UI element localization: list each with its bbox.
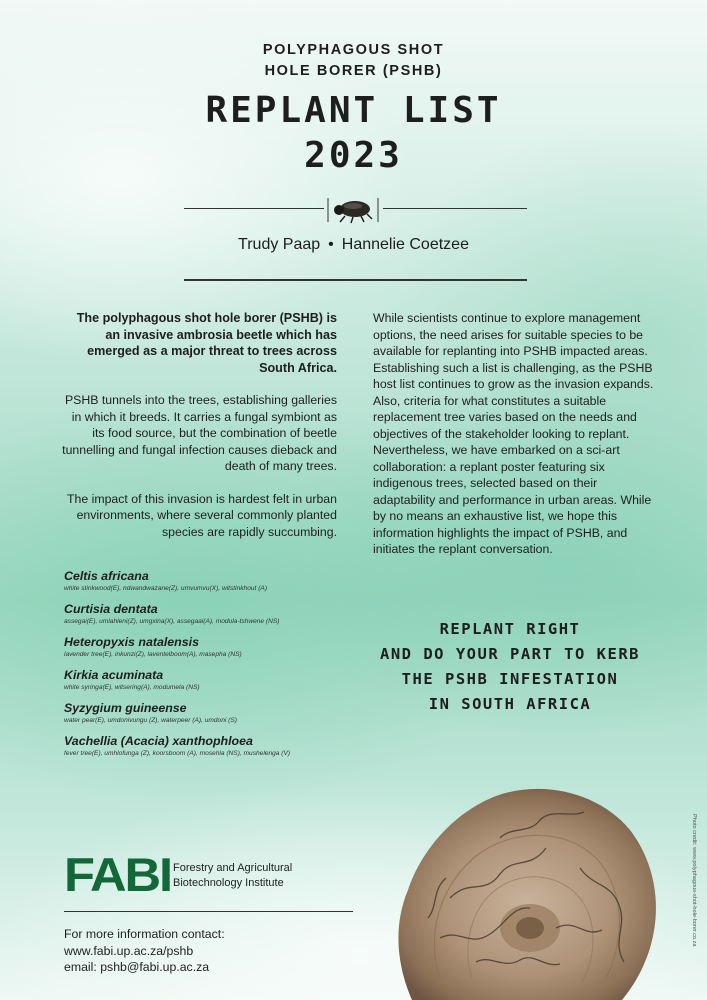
poster-subtitle	[0, 40, 707, 82]
title-line-2: 2023	[304, 135, 403, 176]
contact-rule	[64, 911, 353, 912]
intro-lead: The polyphagous shot hole borer (PSHB) is an invasive ambrosia beetle which has emerged as a major threat to trees across South Africa.	[76, 311, 337, 375]
species-name: Heteropyxis natalensis	[64, 635, 199, 649]
institute-name-line: Biotechnology Institute	[173, 877, 284, 889]
author-name: Trudy Paap	[238, 236, 321, 253]
contact-info	[64, 926, 225, 976]
fabi-institute-name	[173, 861, 292, 891]
species-item	[64, 635, 364, 659]
authors	[0, 236, 707, 254]
subtitle-line-2: HOLE BORER (PSHB)	[264, 63, 443, 79]
photo-credit-text: Photo credit: www.polyphagous-shot-hole-borer.co.za	[691, 814, 697, 947]
title-divider-right	[383, 208, 527, 209]
slogan-line: THE PSHB INFESTATION	[401, 670, 619, 688]
species-common-names: lavender tree(E), inkunzi(Z), laventelboom(A), masepha (NS)	[64, 651, 242, 658]
author-name: Hannelie Coetzee	[341, 236, 469, 253]
species-common-names: white stinkwood(E), ndwandwazane(Z), umvumvu(X), witstinkhout (A)	[64, 585, 268, 592]
title-divider-left	[184, 208, 324, 209]
tree-stump-image	[380, 778, 660, 1000]
institute-name-line: Forestry and Agricultural	[173, 862, 293, 874]
poster-title	[0, 88, 707, 178]
slogan-line: IN SOUTH AFRICA	[428, 695, 592, 713]
intro-paragraph: While scientists continue to explore management options, the need arises for suitable species to be available for replanting into PSHB impacted areas. Establishing such a list is challenging, as the PSHB host list continues to grow as the invasion expands. Also, criteria for what constitutes a suitable replacement tree varies based on the needs and objectives of the stakeholder looking to replant. Nevertheless, we have embarked on a sci-art collaboration: a replant poster featuring six indigenous trees, selected based on their adaptability and performance in urban areas. While by no means an exhaustive list, we hope this information highlights the impact of PSHB, and initiates the replant conversation.	[373, 311, 654, 556]
slogan	[360, 617, 660, 717]
species-item	[64, 668, 364, 692]
species-item	[64, 701, 364, 725]
slogan-line: AND DO YOUR PART TO KERB	[380, 645, 640, 663]
species-common-names: assegai(E), umlahleni(Z), umgxina(X), assegaai(A), modula-tshwene (NS)	[64, 618, 280, 625]
intro-right-column	[373, 310, 659, 558]
species-name: Vachellia (Acacia) xanthophloea	[64, 734, 253, 748]
species-item	[64, 734, 364, 758]
slogan-line: REPLANT RIGHT	[439, 620, 581, 638]
intro-paragraph: The impact of this invasion is hardest felt in urban environments, where several commonly planted species are rapidly succumbing.	[67, 491, 337, 539]
intro-paragraph: PSHB tunnels into the trees, establishing galleries in which it breeds. It carries a fungal symbiont as its food source, but the combination of beetle tunnelling and fungal infection causes dieback and death of many trees.	[62, 393, 337, 473]
species-name: Curtisia dentata	[64, 602, 158, 616]
intro-left-column	[62, 310, 337, 556]
author-separator: •	[328, 236, 334, 253]
species-list	[64, 569, 364, 767]
species-common-names: water pear(E), umdonivungu (Z), waterpeer (A), umdoni (S)	[64, 717, 237, 724]
subtitle-line-1: POLYPHAGOUS SHOT	[262, 42, 445, 58]
contact-heading: For more information contact:	[64, 927, 225, 941]
fabi-logo	[64, 848, 171, 901]
contact-website-link[interactable]: www.fabi.up.ac.za/pshb	[64, 943, 194, 958]
species-item	[64, 602, 364, 626]
contact-email-link[interactable]: email: pshb@fabi.up.ac.za	[64, 960, 210, 974]
species-common-names: white syringa(E), witsering(A), modumela (NS)	[64, 684, 200, 691]
authors-rule	[184, 279, 527, 281]
species-name: Syzygium guineense	[64, 701, 187, 715]
species-name: Celtis africana	[64, 569, 149, 583]
photo-credit	[688, 814, 700, 984]
species-common-names: fever tree(E), umhlofunga (Z), koorsboom (A), mosehla (NS), mushelenga (V)	[64, 750, 291, 757]
species-name: Kirkia acuminata	[64, 668, 164, 682]
beetle-icon	[326, 192, 380, 226]
fabi-logo-mark: FABI	[64, 848, 171, 901]
title-line-1: REPLANT LIST	[205, 90, 502, 131]
species-item	[64, 569, 364, 593]
